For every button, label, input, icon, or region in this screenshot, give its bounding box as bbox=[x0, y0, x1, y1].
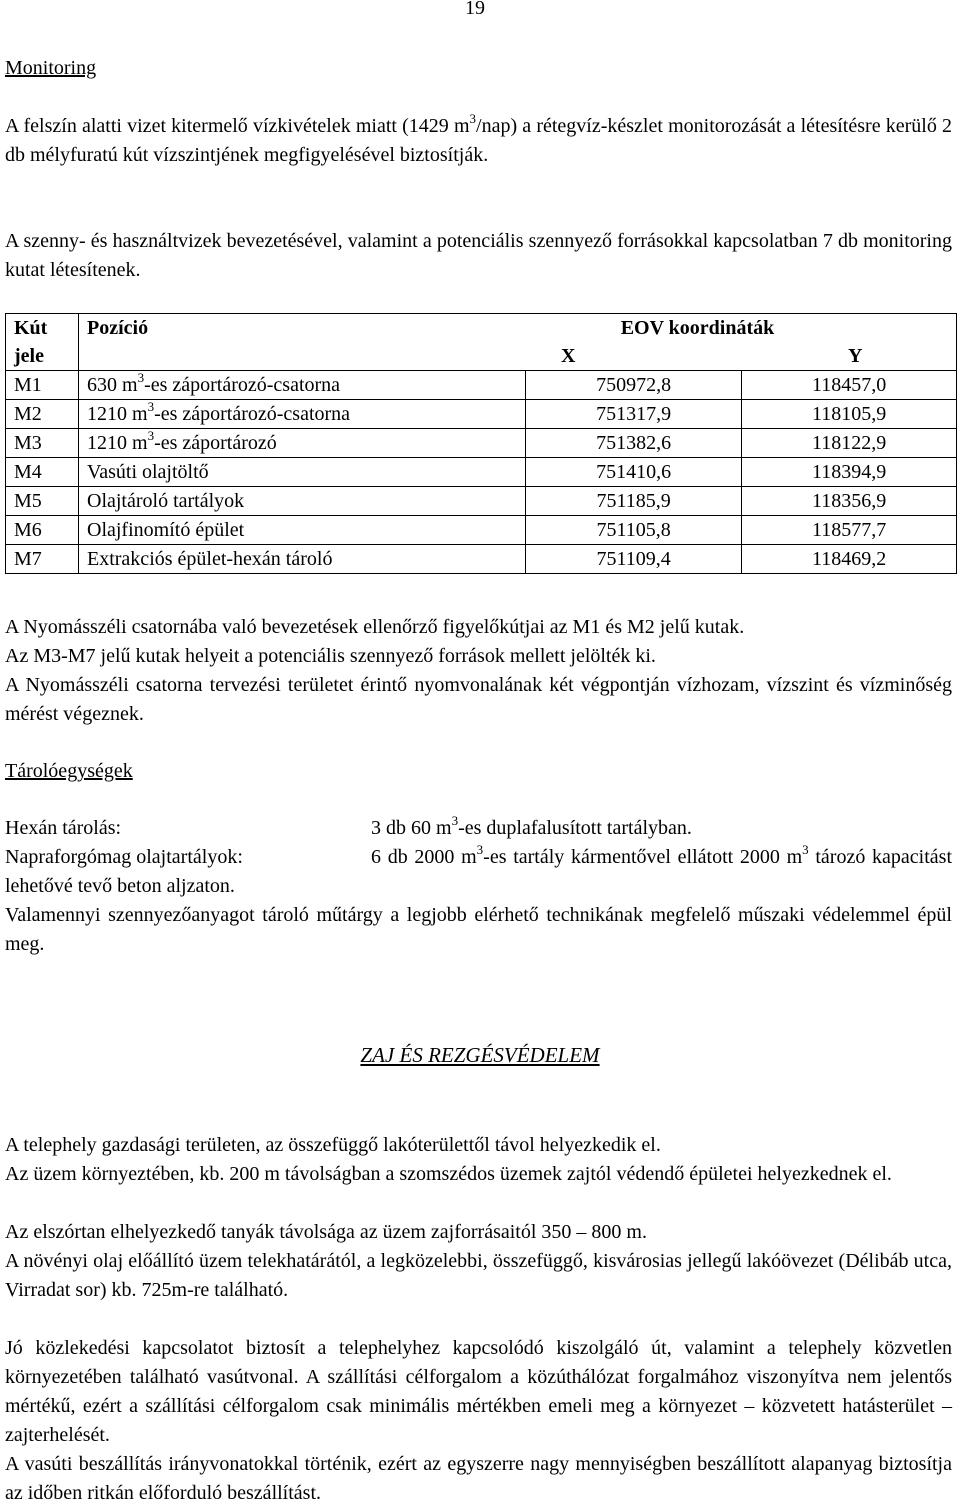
sunflower-tanks-row bbox=[5, 843, 952, 901]
well-position-b: -es záportározó bbox=[154, 432, 277, 454]
monitoring-paragraph-1-a: A felszín alatti vizet kitermelő vízkivételek miatt (1429 m bbox=[5, 115, 470, 137]
superscript: 3 bbox=[147, 399, 155, 415]
well-id-header-line1: Kút bbox=[14, 317, 48, 339]
eov-x: 750972,8 bbox=[526, 371, 742, 400]
eov-x: 751410,6 bbox=[526, 458, 742, 487]
eov-y: 118457,0 bbox=[742, 371, 957, 400]
x-header: X bbox=[561, 345, 576, 367]
hexane-storage-value-b: -es duplafalusított tartályban. bbox=[458, 817, 692, 839]
eov-y: 118577,7 bbox=[742, 516, 957, 545]
noise-line-4: A növényi olaj előállító üzem telekhatárától, a legközelebbi, összefüggő, kisvárosias jellegű lakóövezet (Délibáb utca, Virradat sor) kb. 725m-re található. bbox=[5, 1250, 952, 1301]
superscript: 3 bbox=[451, 813, 459, 829]
monitoring-heading: Monitoring bbox=[5, 57, 97, 79]
storage-heading: Tárolóegységek bbox=[5, 760, 133, 782]
well-position bbox=[79, 429, 526, 458]
after-table-line-2: Az M3-M7 jelű kutak helyeit a potenciális szennyező források mellett jelölték ki. bbox=[5, 645, 656, 667]
well-id: M3 bbox=[6, 429, 79, 458]
well-id: M6 bbox=[6, 516, 79, 545]
eov-y: 118122,9 bbox=[742, 429, 957, 458]
noise-line-3: Az elszórtan elhelyezkedő tanyák távolsága az üzem zajforrásaitól 350 – 800 m. bbox=[5, 1221, 647, 1243]
sunflower-tanks-value-a: 6 db 2000 m bbox=[371, 846, 477, 868]
y-header: Y bbox=[848, 345, 863, 367]
well-position-a: 1210 m bbox=[87, 403, 148, 425]
well-id: M1 bbox=[6, 371, 79, 400]
noise-heading: ZAJ ÉS REZGÉSVÉDELEM bbox=[360, 1043, 600, 1067]
well-position bbox=[79, 545, 526, 574]
page-number: 19 bbox=[465, 0, 485, 19]
well-position-b: -es záportározó-csatorna bbox=[154, 403, 351, 425]
well-id: M5 bbox=[6, 487, 79, 516]
table-row bbox=[6, 487, 957, 516]
well-id: M2 bbox=[6, 400, 79, 429]
table-row bbox=[6, 545, 957, 574]
noise-paragraph-2: Jó közlekedési kapcsolatot biztosít a telephelyhez kapcsolódó kiszolgáló út, valamint a telephely közvetlen környezetében található vasútvonal. A szállítási célforgalom a közúthálózat forgalmához viszonyítva nem jelentős mértékű, ezért a szállítási célforgalom csak minimális mértékben emeli meg a környezet – közvetett hatásterület – zajterhelését. bbox=[5, 1337, 952, 1446]
eov-x: 751109,4 bbox=[526, 545, 742, 574]
well-id-header bbox=[6, 314, 79, 371]
sunflower-tanks-label: Napraforgómag olajtartályok: bbox=[5, 846, 243, 868]
well-position-a: 630 m bbox=[87, 374, 138, 396]
well-position bbox=[79, 458, 526, 487]
eov-x: 751105,8 bbox=[526, 516, 742, 545]
superscript: 3 bbox=[469, 111, 477, 127]
eov-y: 118356,9 bbox=[742, 487, 957, 516]
eov-y: 118394,9 bbox=[742, 458, 957, 487]
sunflower-tanks-value-c: tározó kapacitást lehetővé tevő beton aljzaton. bbox=[5, 846, 952, 897]
monitoring-wells-table bbox=[5, 313, 957, 574]
superscript: 3 bbox=[147, 428, 155, 444]
table-header-row bbox=[6, 314, 957, 371]
sunflower-tanks-value-b: -es tartály kármentővel ellátott 2000 m bbox=[483, 846, 803, 868]
well-position bbox=[79, 400, 526, 429]
table-row bbox=[6, 458, 957, 487]
well-position-b: -es záportározó-csatorna bbox=[144, 374, 341, 396]
eov-y: 118469,2 bbox=[742, 545, 957, 574]
monitoring-paragraph-1-b: /nap) a rétegvíz-készlet monitorozását a létesítésre kerülő 2 db mélyfuratú kút vízszintjének megfigyelésével biztosítják. bbox=[5, 115, 952, 166]
hexane-storage-value-a: 3 db 60 m bbox=[371, 817, 452, 839]
storage-protection: Valamennyi szennyezőanyagot tároló műtárgy a legjobb elérhető technikának megfelelő műszaki védelemmel épül meg. bbox=[5, 904, 952, 955]
table-row bbox=[6, 400, 957, 429]
well-position-a: Extrakciós épület-hexán tároló bbox=[87, 548, 333, 570]
well-position-a: 1210 m bbox=[87, 432, 148, 454]
well-id: M4 bbox=[6, 458, 79, 487]
superscript: 3 bbox=[476, 842, 484, 858]
well-position-a: Olajtároló tartályok bbox=[87, 490, 245, 512]
superscript: 3 bbox=[137, 370, 145, 386]
well-position bbox=[79, 371, 526, 400]
position-eov-header bbox=[79, 314, 957, 371]
well-id-header-line2: jele bbox=[14, 345, 44, 367]
well-id: M7 bbox=[6, 545, 79, 574]
superscript: 3 bbox=[802, 842, 809, 858]
hexane-storage-row bbox=[5, 814, 952, 843]
eov-y: 118105,9 bbox=[742, 400, 957, 429]
hexane-storage-label: Hexán tárolás: bbox=[5, 817, 122, 839]
eov-x: 751382,6 bbox=[526, 429, 742, 458]
well-position bbox=[79, 516, 526, 545]
after-table-line-1: A Nyomásszéli csatornába való bevezetések ellenőrző figyelőkútjai az M1 és M2 jelű kutak. bbox=[5, 616, 745, 638]
monitoring-paragraph-1 bbox=[5, 112, 952, 170]
after-table-line-3: A Nyomásszéli csatorna tervezési területet érintő nyomvonalának két végpontján vízhozam, vízszint és vízminőség mérést végeznek. bbox=[5, 674, 952, 725]
well-position-a: Olajfinomító épület bbox=[87, 519, 245, 541]
eov-header: EOV koordináták bbox=[620, 317, 775, 339]
monitoring-paragraph-2: A szenny- és használtvizek bevezetésével, valamint a potenciális szennyező forrásokkal kapcsolatban 7 db monitoring kutat létesítenek. bbox=[5, 230, 952, 281]
noise-paragraph-3: A vasúti beszállítás irányvonatokkal történik, ezért az egyszerre nagy mennyiségben beszállított alapanyag biztosítja az időben ritkán előforduló beszállítást. bbox=[5, 1453, 952, 1504]
well-position bbox=[79, 487, 526, 516]
noise-line-2: Az üzem környeztében, kb. 200 m távolságban a szomszédos üzemek zajtól védendő épületei helyezkednek el. bbox=[5, 1163, 892, 1185]
table-row bbox=[6, 516, 957, 545]
noise-line-1: A telephely gazdasági területen, az összefüggő lakóterülettől távol helyezkedik el. bbox=[5, 1134, 661, 1156]
well-position-a: Vasúti olajtöltő bbox=[87, 461, 209, 483]
position-header: Pozíció bbox=[87, 317, 149, 339]
eov-x: 751317,9 bbox=[526, 400, 742, 429]
table-row bbox=[6, 429, 957, 458]
eov-x: 751185,9 bbox=[526, 487, 742, 516]
table-row bbox=[6, 371, 957, 400]
